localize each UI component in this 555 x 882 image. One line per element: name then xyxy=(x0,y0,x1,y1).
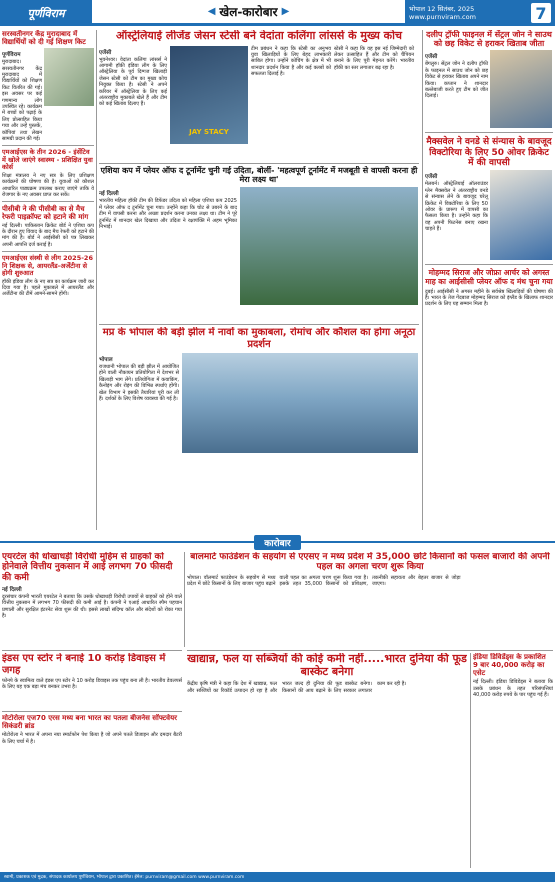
photo-caption: JAY STACY xyxy=(189,127,229,136)
left-story-1-headline[interactable]: सरस्वतीनगर केंद्र मुरादाबाद में विद्यार्थियों को दी गई शिक्षण किट xyxy=(2,30,86,47)
right-story-1-body: बेंगलुरु। सेंट्रल जोन ने दलीप ट्रॉफी के फाइनल में साउथ जोन को छह विकेट से हराकर खिताब अपने नाम किया। कप्तान ने शानदार बल्लेबाजी करते हुए टीम को जीत दिलाई। xyxy=(425,61,488,100)
hockey-photo xyxy=(240,187,418,305)
business-section-label: कारोबार xyxy=(254,535,300,550)
page-title-text: खेल-कारोबार xyxy=(219,5,278,19)
right-story-2-headline[interactable]: मैक्सवेल ने वनडे से संन्यास के बावजूद विक्टोरिया के लिए 50 ओवर क्रिकेट में की वापसी xyxy=(426,137,552,169)
business-story-2 xyxy=(187,552,553,647)
business-story-4 xyxy=(2,714,182,869)
business-story-1-body: दूरसंचार कंपनी भारती एयरटेल ने बताया कि उसके धोखाधड़ी विरोधी उपायों से ग्राहकों को होने वाले वित्तीय नुकसान में लगभग 70 फीसदी की कमी आई है। कंपनी ने एआई आधारित स्पैम पहचान प्रणाली और सुरक्षित इंटरनेट सेवा शुरू की थी। इससे लाखों संदिग्ध कॉल और संदेशों को रोका गया है। xyxy=(2,594,182,620)
issue-date: भोपाल 12 सितंबर, 2025 xyxy=(409,4,475,13)
sub-lead-headline[interactable]: एशिया कप में प्लेयर ऑफ द टूर्नामेंट चुनी गई उदिता, बोलीं- 'महत्वपूर्ण टूर्नामेंट में मजबूती से वापसी करना ही मेरा लक्ष्य था' xyxy=(100,166,418,185)
right-column xyxy=(425,30,553,530)
right-story-1-byline: एजेंसी xyxy=(425,54,438,61)
lead-story xyxy=(99,30,419,160)
arrow-left-icon: ◀ xyxy=(207,6,216,17)
business-story-1-headline[interactable]: एयरटेल की धोखाधड़ी विरोधी मुहिम से ग्राहकों को होनेवाले वित्तीय नुकसान में आई लगभग 70 फीसदी की कमी xyxy=(2,552,173,583)
business-story-5 xyxy=(187,653,467,868)
right-story-2-byline: एजेंसी xyxy=(425,174,438,181)
sub-lead-story xyxy=(99,166,419,321)
lead-body-3: स्टेसी ने कहा कि वह इस नई जिम्मेदारी को लेकर उत्साहित हैं और टीम को चैंपियन बनाने के लिए पूरी मेहनत करेंगे। भारतीय हॉकी का स्तर लगातार बढ़ रहा है। xyxy=(334,45,414,71)
business-story-5-headline[interactable]: खाद्यान्न, फल या सब्जियों की कोई कमी नहीं.....भारत दुनिया की फूड बास्केट बनेगा xyxy=(187,653,467,678)
sub-lead-body: भारतीय महिला हॉकी टीम की डिफेंडर उदिता को महिला एशिया कप 2025 में प्लेयर ऑफ द टूर्नामेंट चुना गया। उन्होंने कहा कि चोट से उबरने के बाद टीम में वापसी करना और अच्छा प्रदर्शन करना उनका लक्ष्य था। टीम ने पूरे टूर्नामेंट में शानदार खेल दिखाया और उदिता ने रक्षापंक्ति में अहम भूमिका निभाई। xyxy=(99,198,237,230)
business-story-6-headline[interactable]: इंडिया डिविडेंड्स के प्रकाशित 9 बार 40,000 करोड़ का एसेट xyxy=(473,653,546,678)
masthead xyxy=(0,0,555,26)
lake-photo xyxy=(182,353,418,453)
business-section-band xyxy=(0,535,555,549)
business-story-4-headline[interactable]: मोटोरोला एज70 एरस मध्य बना भारत का पतला बीजनेस सॉफ्टवेयर सिकंडरी ब्रांड xyxy=(2,714,177,731)
event-photo xyxy=(44,48,94,106)
cricket-team-photo xyxy=(490,50,552,128)
mp-story xyxy=(99,327,419,532)
page-number: 7 xyxy=(531,3,551,23)
site-link[interactable]: www.purnviram.com xyxy=(409,13,476,21)
business-story-3-body: फोनपे के स्वामित्व वाले इंडस एप स्टोर ने 10 करोड़ डिवाइस तक पहुंच बना ली है। भारतीय डेवलपर्स के लिए यह एक बड़ा मंच बनकर उभरा है। xyxy=(2,678,182,691)
business-story-1-byline: नई दिल्ली xyxy=(2,587,22,594)
left-story-1-byline: पूर्णविराम xyxy=(2,52,21,59)
date-box xyxy=(405,0,555,26)
business-story-3 xyxy=(2,653,182,708)
page-title xyxy=(92,0,405,26)
left-story-2-headline[interactable]: एमआईएस के तीन 2026 - इंसेंटिव में खोले जाएंगे स्वास्थ्य - प्रशिक्षित युवा कोर्स xyxy=(2,148,93,172)
business-story-2-body: भोपाल। वॉलमार्ट फाउंडेशन के सहयोग से मध्य प्रदेश में छोटे किसानों के लिए बाजार पहुंच बढ़ाने वाली पहल का अगला चरण शुरू किया गया है। इसके तहत 35,000 किसानों को प्रशिक्षण, तकनीकी सहायता और बेहतर बाजार से जोड़ा जाएगा। xyxy=(187,574,461,588)
right-story-3-body: दुबई। आईसीसी ने अगस्त महीने के सर्वश्रेष्ठ खिलाड़ियों की घोषणा की है। भारत के तेज गेंदबाज मोहम्मद सिराज को इंग्लैंड के खिलाफ शानदार प्रदर्शन के लिए यह सम्मान मिला है। xyxy=(425,288,553,308)
imprint-footer: स्वामी, प्रकाशक एवं मुद्रक, संपादक कार्यालय पूर्णविराम, भोपाल द्वारा प्रकाशित। ईमेल: purnviram@gmail.com www.purnviram.com xyxy=(0,872,555,882)
left-story-4-headline[interactable]: एमआईएस संस्थी से लीग 2025-26 नि शिक्षक से, आयरलैंड-अर्जेंटीना से होगी शुरुआत xyxy=(2,254,93,278)
business-story-6 xyxy=(473,653,553,868)
lead-body-1: भुवनेश्वर। वेदांता कलिंगा लांसर्स ने आगामी हॉकी इंडिया लीग के लिए ऑस्ट्रेलिया के पूर्व दिग्गज खिलाड़ी जेसन स्टेसी को टीम का मुख्य कोच नियुक्त किया है। स्टेसी ने अपने करियर में ऑस्ट्रेलिया के लिए कई अंतरराष्ट्रीय मुकाबले खेले हैं और टीम को कई खिताब दिलाए हैं। xyxy=(99,56,167,108)
business-story-2-headline[interactable]: बालमार्ट फाउंडेशन के सहयोग से एएसए न मध्य प्रदेश में 35,000 छोटे किसानों को फसल बाजारों की अपनी पहल का अगला चरण शुरू किया xyxy=(190,552,550,573)
business-story-3-headline[interactable]: इंडस एप स्टोर ने बनाई 10 करोड़ डिवाइस में जगह xyxy=(2,653,166,676)
left-story-2-body: शिक्षा मंत्रालय ने नए सत्र के लिए प्रशिक्षण कार्यक्रमों की घोषणा की है। युवाओं को कौशल आधारित पाठ्यक्रम उपलब्ध कराए जाएंगे ताकि वे रोजगार के नए अवसर प्राप्त कर सकें। xyxy=(2,172,94,198)
lead-headline[interactable]: ऑस्ट्रेलियाई लीजेंड जेसन स्टेसी बने वेदांता कलिंगा लांसर्स के मुख्य कोच xyxy=(116,30,402,42)
right-story-3-headline[interactable]: मोहम्मद सिराज और जोफ्रा आर्चर को अगस्त माह का आईसीसी प्लेयर ऑफ द मंथ चुना गया xyxy=(425,268,553,287)
lead-body-2: टीम प्रबंधन ने कहा कि स्टेसी का अनुभव युवा खिलाड़ियों के लिए बेहद लाभकारी साबित होगा। उन्होंने कोचिंग के क्षेत्र में भी शानदार प्रदर्शन किया है और कई क्लबों को सफलता दिलाई है। xyxy=(251,45,331,78)
left-column xyxy=(2,30,94,530)
left-story-3-headline[interactable]: पीसीबी ने की पीसीबी का से मैच रेफरी पाइक्रॉफ्ट को हटाने की मांग xyxy=(2,205,89,222)
maxwell-photo xyxy=(490,170,552,260)
section-logo: पूर्णविराम xyxy=(0,0,92,26)
business-story-5-body: केंद्रीय कृषि मंत्री ने कहा कि देश में खाद्यान्न, फल और सब्जियों का रिकॉर्ड उत्पादन हो रहा है और भारत जल्द ही दुनिया की फूड बास्केट बनेगा। किसानों की आय बढ़ाने के लिए सरकार लगातार काम कर रही है। xyxy=(187,681,407,694)
right-story-1-headline[interactable]: दलीप ट्रॉफी फाइनल में सेंट्रल जोन ने साउथ को छह विकेट से हराकर खिताब जीता xyxy=(426,30,552,49)
left-story-4-body: हॉकी इंडिया लीग के नए सत्र का कार्यक्रम जारी कर दिया गया है। पहले मुकाबले में आयरलैंड और अर्जेंटीना की टीमें आमने-सामने होंगी। xyxy=(2,278,94,298)
mp-headline[interactable]: मप्र के भोपाल की बड़ी झील में नावों का मुकाबला, रोमांच और कौशल का होगा अनूठा प्रदर्शन xyxy=(102,327,416,350)
business-story-4-body: मोटोरोला ने भारत में अपना नया स्मार्टफोन पेश किया है जो अपने पतले डिजाइन और दमदार बैटरी के लिए चर्चा में है। xyxy=(2,732,182,745)
right-story-2-body: मेलबर्न। ऑस्ट्रेलियाई ऑलराउंडर ग्लेन मैक्सवेल ने अंतरराष्ट्रीय वनडे से संन्यास लेने के बावजूद घरेलू क्रिकेट में विक्टोरिया के लिए 50 ओवर के प्रारूप में वापसी का फैसला किया है। उन्होंने कहा कि वह अपनी फिटनेस बनाए रखना चाहते हैं। xyxy=(425,181,488,233)
sub-lead-byline: नई दिल्ली xyxy=(99,191,119,198)
coach-photo xyxy=(170,46,248,144)
mp-body: राजधानी भोपाल की बड़ी झील में आयोजित होने वाली नौकायन प्रतियोगिता में देशभर से खिलाड़ी भाग लेंगे। प्रतियोगिता में कयाकिंग, कैनोइंग और रोइंग की विभिन्न स्पर्धाएं होंगी। खेल विभाग ने इसकी तैयारियां पूरी कर ली हैं। दर्शकों के लिए विशेष व्यवस्था की गई है। xyxy=(99,364,179,403)
business-story-1 xyxy=(2,552,182,647)
left-story-1-body: मुरादाबाद। सरस्वतीनगर केंद्र मुरादाबाद में विद्यार्थियों को शिक्षण किट वितरित की गई। इस अवसर पर कई गणमान्य लोग उपस्थित रहे। कार्यक्रम में बच्चों को पढ़ाई के लिए प्रोत्साहित किया गया और उन्हें पुस्तकें, कॉपियां तथा लेखन सामग्री प्रदान की गई। xyxy=(2,59,42,142)
business-story-6-body: नई दिल्ली। इंडिया डिविडेंड्स ने बताया कि उसके प्रबंधन के तहत परिसंपत्तियां 40,000 करोड़ रुपये के पार पहुंच गई हैं। xyxy=(473,679,553,698)
lead-byline: एजेंसी xyxy=(99,49,112,56)
mp-byline: भोपाल xyxy=(99,357,113,363)
arrow-right-icon: ▶ xyxy=(281,6,290,17)
left-story-3-body: नई दिल्ली। पाकिस्तान क्रिकेट बोर्ड ने एशिया कप के दौरान हुए विवाद के बाद मैच रेफरी को हटाने की मांग की है। बोर्ड ने आईसीसी को पत्र लिखकर अपनी आपत्ति दर्ज कराई है। xyxy=(2,222,94,248)
